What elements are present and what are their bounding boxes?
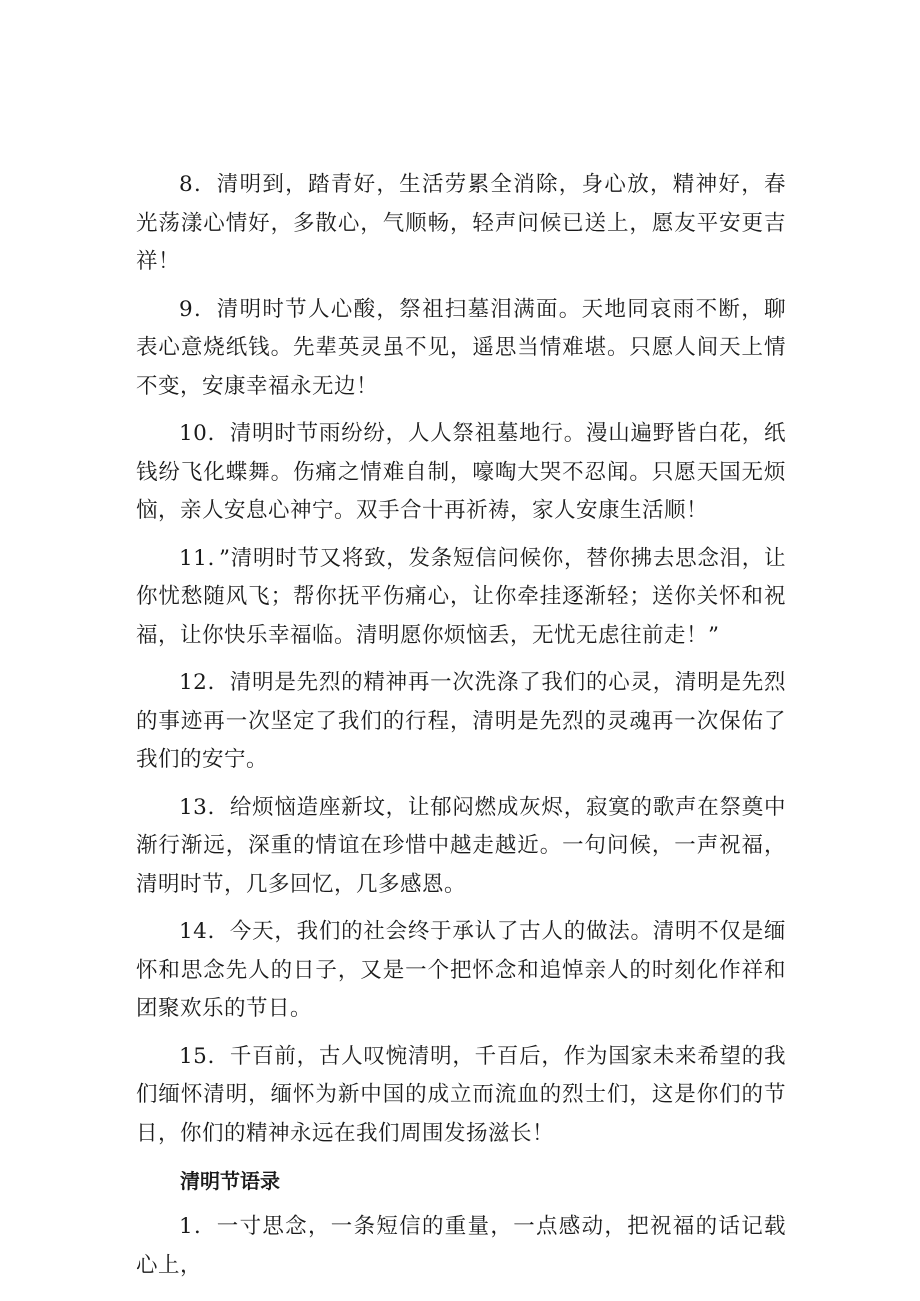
paragraph-15: 15．千百前，古人叹惋清明，千百后，作为国家未来希望的我们缅怀清明，缅怀为新中国的成立而流血的烈士们，这是你们的节日，你们的精神永远在我们周围发扬滋长！ xyxy=(136,1043,786,1146)
paragraph-11: 11．”清明时节又将致，发条短信问候你，替你拂去思念泪，让你忧愁随风飞；帮你抚平伤痛心，让你牵挂逐渐轻；送你关怀和祝福，让你快乐幸福临。清明愿你烦恼丢，无忧无虑往前走！” xyxy=(136,545,786,648)
paragraph-12: 12．清明是先烈的精神再一次洗涤了我们的心灵，清明是先烈的事迹再一次坚定了我们的行程，清明是先烈的灵魂再一次保佑了我们的安宁。 xyxy=(136,670,786,772)
section-paragraph-1: 1．一寸思念，一条短信的重量，一点感动，把祝福的话记载心上， xyxy=(136,1214,786,1278)
paragraph-9: 9．清明时节人心酸，祭祖扫墓泪满面。天地同哀雨不断，聊表心意烧纸钱。先辈英灵虽不见，遥思当情难堪。只愿人间天上情不变，安康幸福永无边！ xyxy=(136,296,786,399)
document-page xyxy=(136,166,786,1294)
paragraph-8: 8．清明到，踏青好，生活劳累全消除，身心放，精神好，春光荡漾心情好，多散心，气顺畅，轻声问候已送上，愿友平安更吉祥！ xyxy=(136,172,786,274)
paragraph-13: 13．给烦恼造座新坟，让郁闷燃成灰烬，寂寞的歌声在祭奠中渐行渐远，深重的情谊在珍惜中越走越近。一句问候，一声祝福，清明时节，几多回忆，几多感恩。 xyxy=(136,794,786,897)
paragraph-10: 10．清明时节雨纷纷，人人祭祖墓地行。漫山遍野皆白花，纸钱纷飞化蝶舞。伤痛之情难自制，嚎啕大哭不忍闻。只愿天国无烦恼，亲人安息心神宁。双手合十再祈祷，家人安康生活顺！ xyxy=(136,421,786,523)
paragraph-14: 14．今天，我们的社会终于承认了古人的做法。清明不仅是缅怀和思念先人的日子，又是一个把怀念和追悼亲人的时刻化作祥和团聚欢乐的节日。 xyxy=(136,919,786,1021)
section-heading: 清明节语录 xyxy=(180,1169,280,1193)
